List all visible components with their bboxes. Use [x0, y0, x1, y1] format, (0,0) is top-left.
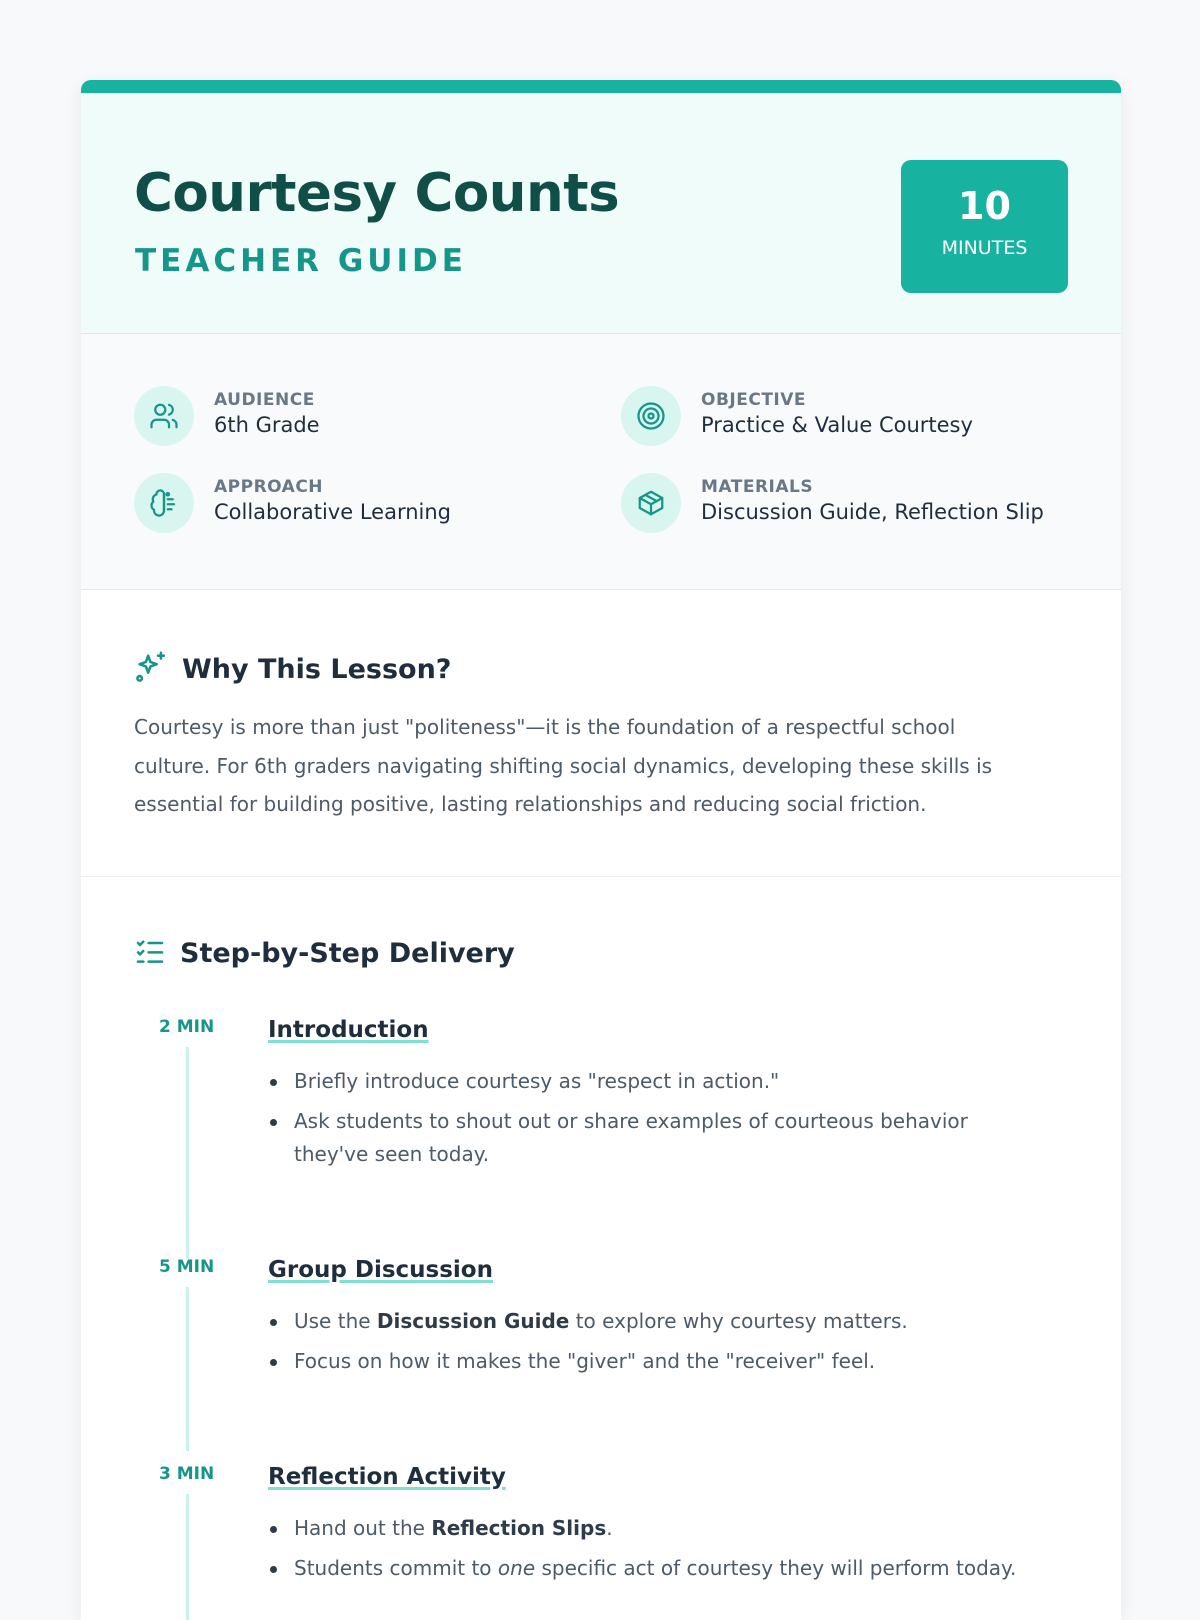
why-body: Courtesy is more than just "politeness"—it is the foundation of a respectful school culture. For 6th graders navigating shifting social dynamics, developing these skills is essential for building positive, lasting relationships and reducing social friction. — [134, 715, 993, 816]
delivery-heading — [134, 935, 515, 971]
lesson-subtitle: TEACHER GUIDE — [135, 243, 467, 279]
meta-label: OBJECTIVE — [701, 390, 807, 410]
meta-label: AUDIENCE — [214, 390, 315, 410]
step-title: Introduction — [268, 1017, 429, 1043]
step-time: 2 MIN — [159, 1017, 215, 1037]
step-bullet: Ask students to shout out or share examples of courteous behavior they've seen today. — [268, 1105, 1038, 1171]
why-title: Why This Lesson? — [182, 653, 452, 685]
accent-bar — [81, 80, 1121, 93]
meta-value: Discussion Guide, Reflection Slip — [701, 500, 1044, 524]
step-bullet: Students commit to one specific act of courtesy they will perform today. — [268, 1552, 1038, 1585]
step-bullets — [268, 1305, 1038, 1385]
duration-badge — [901, 160, 1068, 293]
step-bullet: Hand out the Reflection Slips. — [268, 1512, 1038, 1545]
meta-label: MATERIALS — [701, 477, 814, 497]
why-heading — [134, 650, 451, 688]
step-bullets — [268, 1065, 1038, 1178]
timeline-rail — [186, 1287, 189, 1451]
step-time: 5 MIN — [159, 1257, 215, 1277]
delivery-section — [81, 877, 1121, 1620]
lesson-meta — [81, 334, 1121, 590]
lesson-header — [81, 93, 1121, 334]
step-title: Reflection Activity — [268, 1464, 506, 1490]
target-icon — [621, 386, 681, 446]
step-title: Group Discussion — [268, 1257, 493, 1283]
package-icon — [621, 473, 681, 533]
step-time: 3 MIN — [159, 1464, 215, 1484]
meta-label: APPROACH — [214, 477, 324, 497]
duration-value: 10 — [958, 184, 1011, 228]
step-bullet: Focus on how it makes the "giver" and the "receiver" feel. — [268, 1345, 1038, 1378]
step-bullet: Use the Discussion Guide to explore why courtesy matters. — [268, 1305, 1038, 1338]
timeline-rail — [186, 1494, 189, 1620]
duration-unit: MINUTES — [941, 237, 1028, 259]
brain-icon — [134, 473, 194, 533]
list-checks-icon — [134, 935, 166, 971]
meta-value: Collaborative Learning — [214, 500, 451, 524]
sparkles-icon — [134, 650, 168, 688]
lesson-card — [81, 80, 1121, 1620]
why-section — [81, 590, 1121, 877]
timeline-rail — [186, 1047, 189, 1259]
step-bullet: Briefly introduce courtesy as "respect in action." — [268, 1065, 1038, 1098]
meta-value: Practice & Value Courtesy — [701, 413, 973, 437]
lesson-title: Courtesy Counts — [134, 163, 620, 224]
delivery-title: Step-by-Step Delivery — [180, 937, 515, 969]
meta-value: 6th Grade — [214, 413, 320, 437]
step-bullets — [268, 1512, 1038, 1592]
users-icon — [134, 386, 194, 446]
